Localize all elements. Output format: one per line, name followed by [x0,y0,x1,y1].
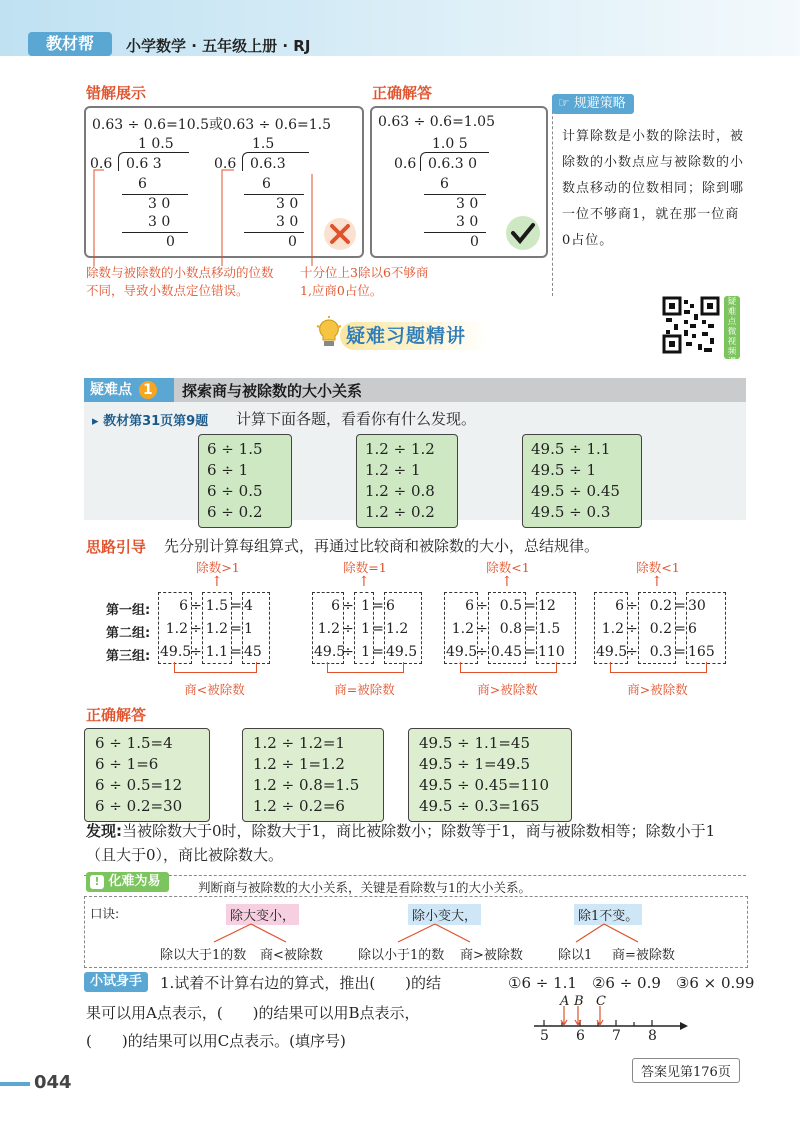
wrong-note-1: 除数与被除数的小数点移动的位数不同，导致小数点定位错误。 [86,265,274,298]
rhyme-left-3: 除以1 [558,948,593,963]
hint-text: 先分别计算每组算式，再通过比较商和被除数的大小，总结规律。 [164,537,600,555]
wrong-d1-quot: 1 0.5 [138,136,174,152]
rhyme-label: 口诀: [90,906,120,921]
check-mark-icon [504,214,542,252]
diagram-cell: 4 [244,598,253,614]
operator-symbol: ÷ [190,598,202,614]
wrong-d1-r4: 0 [166,234,175,250]
group-item: 1.2 ÷ 0.8 [365,482,435,500]
wrong-d2-dividend: 0.6.3 [250,156,286,172]
group-item: 49.5 ÷ 1.1 [531,440,611,458]
wrong-d1-dividend: 0.6 3 [126,156,162,172]
diagram-cell: 6 [179,598,188,614]
group-item: 6 ÷ 1 [207,461,249,479]
group-box-1 [198,434,292,528]
rhyme-arrows-1 [196,922,306,944]
number-line-tick-label: 5 [540,1028,549,1044]
wrong-equation: 0.63 ÷ 0.6=10.5或0.63 ÷ 0.6=1.5 [92,117,332,133]
diagram-cell: 110 [538,644,565,660]
right-quot: 1.0 5 [432,136,468,152]
right-divisor: 0.6 [394,156,417,172]
hint-label: 思路引导 [86,538,147,556]
diagram-cell: 1 [361,598,370,614]
number-line [530,994,690,1048]
answer-item: 6 ÷ 1.5=4 [95,734,173,752]
group-item: 1.2 ÷ 1.2 [365,440,435,458]
row-label-3: 第三组: [106,649,151,664]
diagram-top-label: 除数<1 [486,560,530,575]
strategy-text: 计算除数是小数的除法时，被除数的小数点应与被除数的小数点移动的位数相同；除到哪一位不够商1，就在那一位商0占位。 [562,129,745,248]
answer-item: 49.5 ÷ 0.3=165 [419,797,540,815]
diagram-bracket [460,662,557,673]
wrong-d1-r3: 3 0 [148,214,171,230]
simplify-text: 判断商与被除数的大小关系，关键是看除数与1的大小关系。 [198,880,531,895]
diagram-bottom-label: 商>被除数 [477,682,538,697]
diagram-cell: 6 [688,621,697,637]
operator-symbol: = [674,598,686,614]
operator-symbol: = [674,621,686,637]
operator-symbol: ÷ [626,644,638,660]
operator-symbol: ÷ [476,598,488,614]
operator-symbol: ÷ [476,621,488,637]
right-equation: 0.63 ÷ 0.6=1.05 [378,114,495,130]
group-box-3 [522,434,642,528]
diagram-cell: 6 [386,598,395,614]
practice-q-line-1: 1.试着不计算右边的算式，推出( )的结 [160,974,442,992]
answer-item: 49.5 ÷ 1=49.5 [419,755,531,773]
diagram-cell: 0.2 [649,621,672,637]
number-line-point-label: A [560,994,570,1009]
section-title: 疑难习题精讲 [340,322,488,350]
answer-item: 1.2 ÷ 0.8=1.5 [253,776,360,794]
finding-line-1: 发现:当被除数大于0时，除数大于1，商比被除数小；除数等于1，商与被除数相等；除数小于1 [86,822,716,840]
answer-box-3 [408,728,572,822]
hand-icon: ☞ [558,96,570,111]
operator-symbol: = [674,644,686,660]
diagram-bottom-label: 商=被除数 [334,682,395,697]
diagram-cell: 1.2 [601,621,624,637]
operator-symbol: = [230,644,242,660]
row-label-1: 第一组: [106,603,151,618]
wrong-d2-r1: 6 [262,176,271,192]
right-r1: 6 [440,176,449,192]
rhyme-right-3: 商=被除数 [612,948,675,963]
header-title: 小学数学 · 五年级上册 · RJ [126,37,311,55]
number-line-tick-label: 8 [648,1028,657,1044]
diagram-cell: 49.5 [160,644,192,660]
wrong-d1-divisor: 0.6 [90,156,113,172]
rhyme-left-1: 除以大于1的数 [160,948,247,963]
diagram-cell: 0.45 [490,644,522,660]
practice-options: ①6 ÷ 1.1 ②6 ÷ 0.9 ③6 × 0.99 [508,974,755,992]
answer-item: 1.2 ÷ 0.2=6 [253,797,345,815]
diagram-cell: 1.1 [205,644,228,660]
diagram-bottom-label: 商<被除数 [184,682,245,697]
brand-badge: 教材帮 [28,32,112,56]
operator-symbol: = [230,621,242,637]
diagram-cell: 1.2 [165,621,188,637]
number-line-tick-label: 7 [612,1028,621,1044]
diagram-cell: 45 [244,644,262,660]
qr-code-icon [662,296,720,354]
diagram-cell: 1.2 [205,621,228,637]
diagram-cell: 1 [244,621,253,637]
practice-q-line-2: 果可以用A点表示，( )的结果可以用B点表示， [86,1004,420,1022]
diagram-cell: 0.5 [499,598,522,614]
diagram-cell: 49.5 [386,644,418,660]
operator-symbol: ÷ [190,644,202,660]
diagram-cell: 49.5 [446,644,478,660]
rhyme-top-1: 除大变小， [226,904,299,925]
operator-symbol: = [372,644,384,660]
diagram-bracket [610,662,707,673]
operator-symbol: = [230,598,242,614]
row-label-2: 第二组: [106,626,151,641]
task-text: 计算下面各题，看看你有什么发现。 [236,410,477,428]
operator-symbol: ÷ [626,598,638,614]
right-label: 正确解答 [372,84,433,102]
diagram-top-label: 除数>1 [196,560,240,575]
answer-box-1 [84,728,210,822]
diagram-cell: 0.2 [649,598,672,614]
answer-ref: 答案见第176页 [632,1058,740,1083]
right-dividend: 0.6.3 0 [428,156,477,172]
rule-line [424,232,486,233]
diagram-bracket [174,662,257,673]
operator-symbol: ÷ [342,598,354,614]
up-arrow-icon: ↑ [211,574,223,590]
diagram-cell: 49.5 [596,644,628,660]
wrong-d2-divisor: 0.6 [214,156,237,172]
diagram-cell: 30 [688,598,706,614]
strategy-label: 规避策略 [573,96,626,111]
up-arrow-icon: ↑ [501,574,513,590]
operator-symbol: ÷ [342,621,354,637]
operator-symbol: = [372,598,384,614]
answer-label: 正确解答 [86,706,147,724]
wrong-d2-r4: 0 [288,234,297,250]
number-line-tick-label: 6 [576,1028,585,1044]
answer-item: 49.5 ÷ 1.1=45 [419,734,531,752]
rule-line [424,194,486,195]
rhyme-right-1: 商<被除数 [260,948,323,963]
diagram-top-label: 除数<1 [636,560,680,575]
rhyme-right-2: 商>被除数 [460,948,523,963]
answer-item: 1.2 ÷ 1.2=1 [253,734,345,752]
diagram-cell: 49.5 [314,644,346,660]
point-number: 1 [139,381,157,399]
diagram-bottom-label: 商>被除数 [627,682,688,697]
simplify-line [84,875,746,876]
wrong-d1-r2: 3 0 [148,196,171,212]
group-box-2 [356,434,458,528]
wrong-d1-r1: 6 [138,176,147,192]
rhyme-top-2: 除小变大， [408,904,481,925]
answer-item: 6 ÷ 1=6 [95,755,159,773]
group-item: 6 ÷ 0.5 [207,482,263,500]
operator-symbol: ÷ [190,621,202,637]
point-title: 探索商与被除数的大小关系 [182,382,363,400]
simplify-badge [86,872,169,892]
group-item: 49.5 ÷ 1 [531,461,597,479]
up-arrow-icon: ↑ [358,574,370,590]
rhyme-top-3: 除1不变。 [574,904,642,925]
answer-item: 6 ÷ 0.2=30 [95,797,183,815]
wrong-note-2: 十分位上3除以6不够商1,应商0占位。 [300,265,429,298]
finding-label: 发现: [86,822,122,840]
group-item: 6 ÷ 1.5 [207,440,263,458]
strategy-badge [552,94,634,114]
diagram-cell: 1 [361,644,370,660]
operator-symbol: = [524,644,536,660]
number-line-point-label: C [596,994,606,1009]
operator-symbol: = [524,621,536,637]
number-line-point-label: B [574,994,584,1009]
answer-item: 1.2 ÷ 1=1.2 [253,755,345,773]
diagram-cell: 1.2 [386,621,409,637]
simplify-label: 化难为易 [108,874,161,889]
operator-symbol: = [524,598,536,614]
page-number: 044 [30,1072,76,1093]
diagram-bracket [327,662,404,673]
play-icon: ▸ [92,414,99,429]
diagram-cell: 1.5 [538,621,561,637]
group-item: 49.5 ÷ 0.45 [531,482,620,500]
diagram-cell: 1 [361,621,370,637]
group-item: 1.2 ÷ 1 [365,461,421,479]
task-ref: ▸ 教材第31页第9题 [92,414,209,429]
wrong-d2-r3: 3 0 [276,214,299,230]
diagram-cell: 1.2 [317,621,340,637]
operator-symbol: ÷ [476,644,488,660]
operator-symbol: ÷ [626,621,638,637]
rhyme-arrows-3 [554,922,664,944]
diagram-cell: 6 [465,598,474,614]
key-icon: ! [90,875,104,889]
wrong-d2-r2: 3 0 [276,196,299,212]
diagram-cell: 0.3 [649,644,672,660]
diagram-cell: 0.8 [499,621,522,637]
practice-badge: 小试身手 [84,972,148,992]
group-item: 6 ÷ 0.2 [207,503,263,521]
operator-symbol: = [372,621,384,637]
error-pointer-lines [84,168,344,272]
qr-side-label: 疑难点微视频课 [724,296,740,359]
diagram-cell: 6 [615,598,624,614]
wrong-label: 错解展示 [86,84,147,102]
answer-item: 6 ÷ 0.5=12 [95,776,183,794]
answer-item: 49.5 ÷ 0.45=110 [419,776,550,794]
point-tag: 疑难点 1 [84,378,174,402]
practice-q-line-3: ( )的结果可以用C点表示。(填序号) [86,1032,346,1050]
diagram-cell: 1.5 [205,598,228,614]
up-arrow-icon: ↑ [651,574,663,590]
rhyme-arrows-2 [380,922,490,944]
group-item: 1.2 ÷ 0.2 [365,503,435,521]
diagram-top-label: 除数=1 [343,560,387,575]
diagram-cell: 6 [331,598,340,614]
diagram-cell: 12 [538,598,556,614]
answer-box-2 [242,728,384,822]
diagram-cell: 1.2 [451,621,474,637]
strategy-divider [552,96,553,296]
finding-line-2: （且大于0），商比被除数大。 [86,846,284,864]
right-r3: 3 0 [456,214,479,230]
group-item: 49.5 ÷ 0.3 [531,503,611,521]
right-r2: 3 0 [456,196,479,212]
operator-symbol: ÷ [342,644,354,660]
header-bar [0,0,800,56]
right-r4: 0 [470,234,479,250]
diagram-cell: 165 [688,644,715,660]
wrong-d2-quot: 1.5 [252,136,275,152]
rhyme-left-2: 除以小于1的数 [358,948,445,963]
